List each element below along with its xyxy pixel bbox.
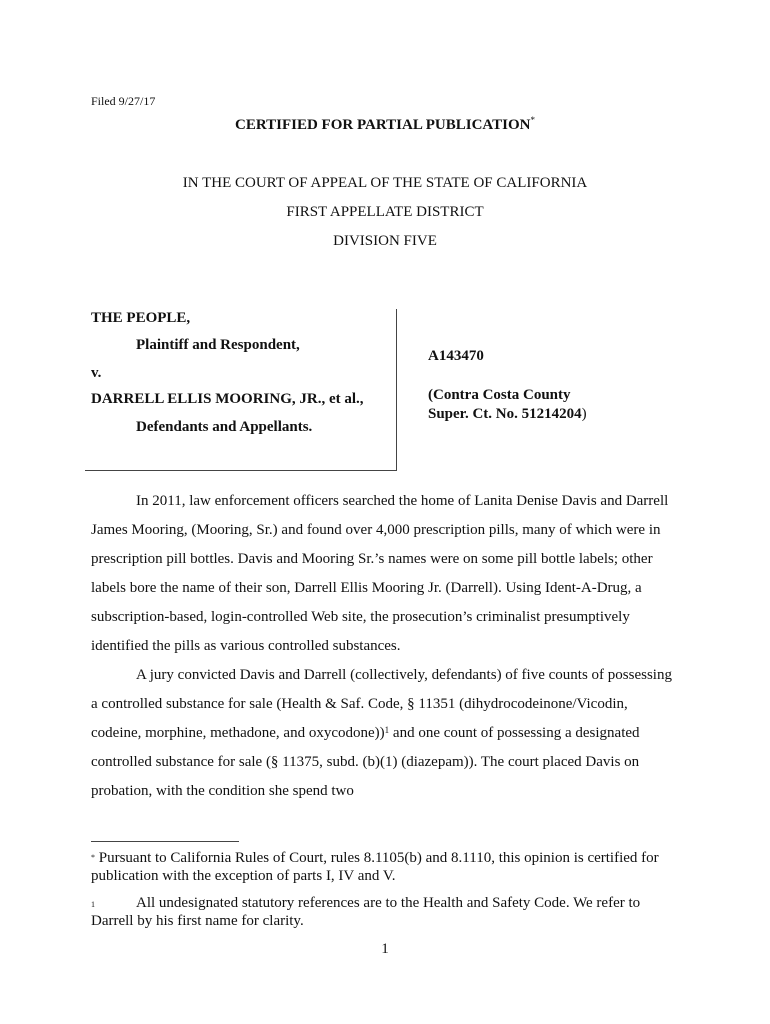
superior-court-close-paren: ) (581, 406, 587, 422)
superior-court-number-text: Super. Ct. No. 51214204 (428, 406, 582, 422)
county-line: (Contra Costa County (428, 387, 571, 403)
footnote-separator (91, 841, 239, 842)
appellate-district: FIRST APPELLATE DISTRICT (286, 204, 484, 220)
footnote-star (91, 849, 683, 885)
defendant-role: Defendants and Appellants. (136, 419, 313, 435)
paragraph-1: In 2011, law enforcement officers searched the home of Lanita Denise Davis and Darrell James Mooring, (Mooring, Sr.) and found over 4,000 prescription pills, many of which were in prescription pill bottles. Davis and Mooring Sr.’s names were on some pill bottle labels; other labels bore the name of their son, Darrell Ellis Mooring Jr. (Darrell). Using Ident-A-Drug, a subscription-based, login-controlled Web site, the prosecution’s criminalist presumptively identified the pills as various controlled substances. (91, 493, 669, 654)
footnote-star-text: Pursuant to California Rules of Court, rules 8.1105(b) and 8.1110, this opinion is certified for publication with the exception of parts I, IV and V. (91, 850, 659, 884)
certification-text: CERTIFIED FOR PARTIAL PUBLICATION (234, 117, 531, 133)
caption-horizontal-divider (85, 470, 397, 471)
superior-court-number (428, 406, 587, 423)
case-number: A143470 (428, 348, 484, 364)
footnote-star-mark: * (91, 853, 95, 862)
certification-footnote-mark: * (530, 115, 535, 125)
party-defendant: DARRELL ELLIS MOORING, JR., et al., (91, 391, 364, 407)
opinion-body (91, 487, 681, 806)
paragraph-2-text-b: and one count of possessing a designated controlled substance for sale (§ 11375, subd. (b)(1) (diazepam)). The court placed Davis on probation, with the condition she spend two (91, 725, 640, 799)
footnote-ref-1[interactable]: 1 (384, 725, 390, 735)
party-plaintiff: THE PEOPLE, (91, 310, 191, 326)
page-number: 1 (381, 941, 389, 957)
footnote-1 (91, 894, 683, 930)
versus: v. (91, 365, 102, 381)
caption-vertical-divider (396, 309, 397, 471)
court-name: IN THE COURT OF APPEAL OF THE STATE OF CALIFORNIA (182, 175, 588, 191)
filed-date: Filed 9/27/17 (91, 94, 156, 108)
certification-heading (0, 117, 770, 134)
paragraph-2-text-a: A jury convicted Davis and Darrell (collectively, defendants) of five counts of possessing a controlled substance for sale (Health & Saf. Code, § 11351 (dihydrocodeinone/Vicodin, codeine, morphine, methadone, and oxycodone)) (91, 667, 672, 741)
division: DIVISION FIVE (333, 233, 437, 249)
footnote-1-text: All undesignated statutory references are to the Health and Safety Code. We refer to Darrell by his first name for clarity. (91, 895, 641, 929)
paragraph-2 (91, 661, 681, 806)
plaintiff-role: Plaintiff and Respondent, (136, 337, 300, 353)
footnote-1-mark: 1 (91, 900, 95, 909)
